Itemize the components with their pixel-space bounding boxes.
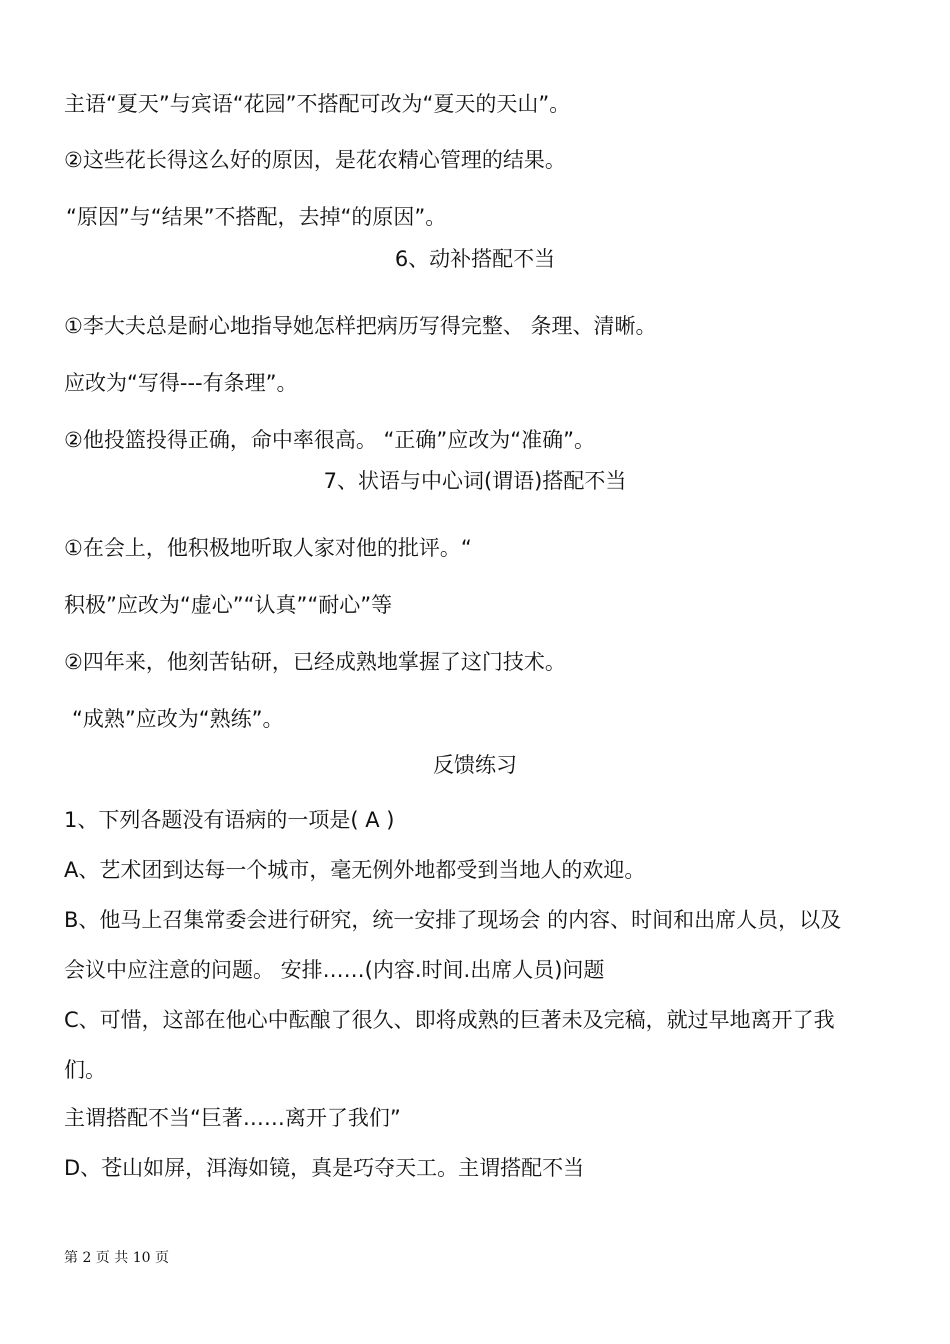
text-line-12: “成熟”应改为“熟练”。	[72, 707, 284, 731]
text-line-10: 积极”应改为“虚心”“认真”“耐心”等	[64, 593, 393, 617]
option-d: D、苍山如屏，洱海如镜，真是巧夺天工。主谓搭配不当	[64, 1156, 585, 1180]
option-a: A、艺术团到达每一个城市，毫无例外地都受到当地人的欢迎。	[64, 858, 646, 882]
text-line-2: ②这些花长得这么好的原因，是花农精心管理的结果。	[64, 148, 566, 172]
option-c-continued: 们。	[64, 1058, 106, 1082]
text-line-11: ②四年来，他刻苦钻研，已经成熟地掌握了这门技术。	[64, 650, 566, 674]
text-line-3: “原因”与“结果”不搭配，去掉“的原因”。	[66, 205, 447, 229]
section-heading-6: 6、动补搭配不当	[394, 247, 556, 271]
text-line-1: 主语“夏天”与宾语“花园”不搭配可改为“夏天的天山”。	[64, 92, 571, 116]
page-footer: 第 2 页 共 10 页	[64, 1250, 169, 1266]
section-heading-7: 7、状语与中心词(谓语)搭配不当	[323, 469, 627, 493]
text-line-9: ①在会上，他积极地听取人家对他的批评。“	[64, 536, 472, 560]
text-line-5: ①李大夫总是耐心地指导她怎样把病历写得完整、 条理、清晰。	[64, 314, 657, 338]
text-line-6: 应改为“写得---有条理”。	[64, 371, 298, 395]
option-c-note: 主谓搭配不当“巨著……离开了我们”	[64, 1106, 401, 1130]
option-b: B、他马上召集常委会进行研究，统一安排了现场会 的内容、时间和出席人员，以及	[64, 908, 842, 932]
question-1: 1、下列各题没有语病的一项是( A )	[64, 808, 395, 832]
option-b-continued: 会议中应注意的问题。 安排……(内容.时间.出席人员)问题	[64, 958, 605, 982]
text-line-7: ②他投篮投得正确，命中率很高。 “正确”应改为“准确”。	[64, 428, 596, 452]
section-heading-feedback: 反馈练习	[433, 753, 517, 777]
option-c: C、可惜，这部在他心中酝酿了很久、即将成熟的巨著未及完稿，就过早地离开了我	[64, 1008, 835, 1032]
